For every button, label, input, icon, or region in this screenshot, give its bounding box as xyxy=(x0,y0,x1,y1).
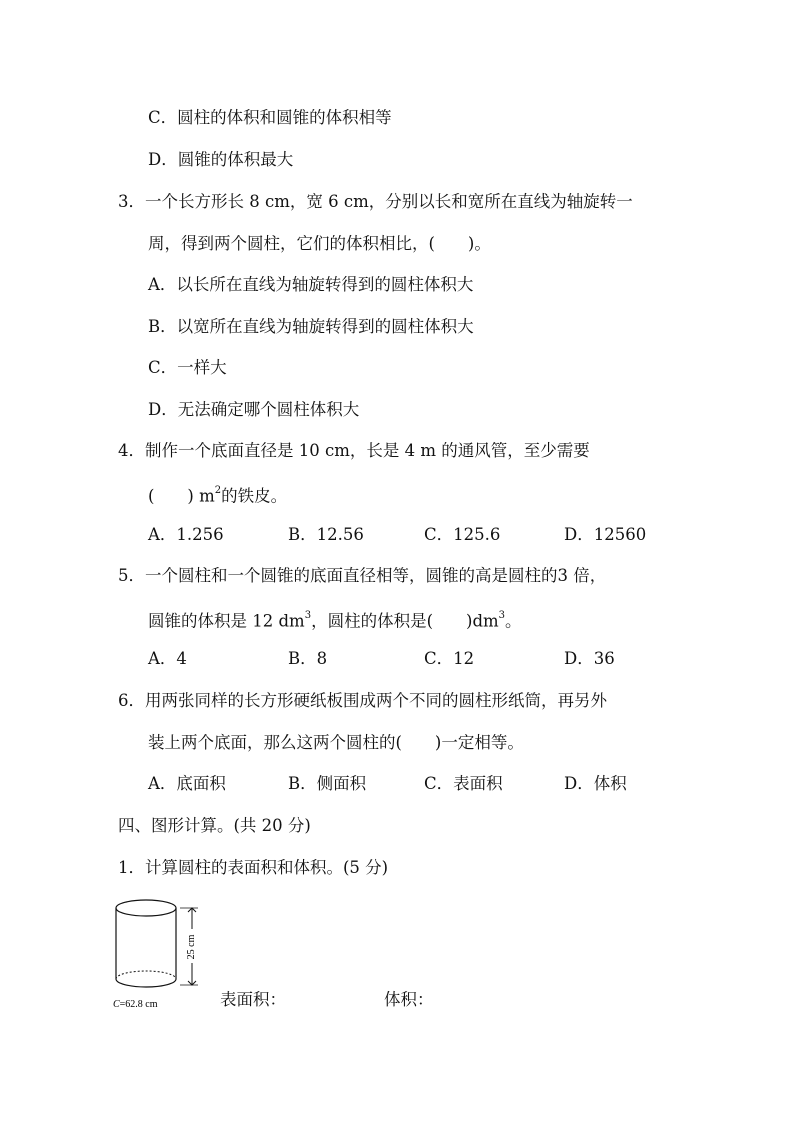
height-label: 25 cm xyxy=(186,934,197,960)
q4-option-b: B．12.56 xyxy=(288,525,364,544)
q5-line2-b: ，圆柱的体积是( )dm xyxy=(311,611,499,631)
answer-surface-area-label: 表面积： xyxy=(220,990,286,1009)
q2-option-d: D．圆锥的体积最大 xyxy=(148,150,294,169)
q5-option-b: B．8 xyxy=(288,649,328,668)
cylinder-bottom-back-dashed xyxy=(116,971,176,979)
q3-stem-line2: 周，得到两个圆柱，它们的体积相比，( )。 xyxy=(148,234,491,253)
q5-option-d: D．36 xyxy=(564,649,615,668)
q6-option-d: D．体积 xyxy=(564,774,627,793)
cylinder-bottom-front xyxy=(116,979,176,987)
q3-option-b: B．以宽所在直线为轴旋转得到的圆柱体积大 xyxy=(148,317,474,336)
q3-option-d: D．无法确定哪个圆柱体积大 xyxy=(148,400,360,419)
section-4-question-1: 1．计算圆柱的表面积和体积。(5 分) xyxy=(118,858,389,877)
circumference-label: C=62.8 cm xyxy=(113,999,158,1010)
cylinder-top-ellipse xyxy=(116,900,176,916)
cylinder-figure xyxy=(112,893,212,1018)
q4-line2-pre: ( ) m xyxy=(148,486,215,506)
q3-option-a: A．以长所在直线为轴旋转得到的圆柱体积大 xyxy=(148,275,474,294)
q4-option-a: A．1.256 xyxy=(148,525,224,544)
q5-line2-c: 。 xyxy=(505,611,522,631)
q4-stem-line2 xyxy=(148,482,287,508)
q3-option-c: C．一样大 xyxy=(148,358,227,377)
q2-option-c: C．圆柱的体积和圆锥的体积相等 xyxy=(148,108,392,127)
q4-line2-post: 的铁皮。 xyxy=(221,486,288,506)
q5-line2-a: 圆锥的体积是 12 dm xyxy=(148,611,305,631)
q6-stem-line2: 装上两个底面，那么这两个圆柱的( )一定相等。 xyxy=(148,733,524,752)
q5-stem-line1: 5．一个圆柱和一个圆锥的底面直径相等，圆锥的高是圆柱的3 倍， xyxy=(118,566,607,585)
q4-stem-line1: 4．制作一个底面直径是 10 cm，长是 4 m 的通风管，至少需要 xyxy=(118,441,590,460)
q4-superscript: 2 xyxy=(214,485,222,496)
q5-option-c: C．12 xyxy=(424,649,475,668)
section-4-heading: 四、图形计算。(共 20 分) xyxy=(118,816,311,835)
cylinder-diagram xyxy=(112,893,212,1018)
q6-stem-line1: 6．用两张同样的长方形硬纸板围成两个不同的圆柱形纸筒，再另外 xyxy=(118,691,607,710)
q5-stem-line2 xyxy=(148,607,522,633)
q5-superscript-1: 3 xyxy=(304,610,312,621)
q3-stem-line1: 3．一个长方形长 8 cm，宽 6 cm，分别以长和宽所在直线为轴旋转一 xyxy=(118,192,633,211)
q4-option-d: D．12560 xyxy=(564,525,647,544)
q6-option-a: A．底面积 xyxy=(148,774,226,793)
q5-superscript-2: 3 xyxy=(498,610,506,621)
q4-option-c: C．125.6 xyxy=(424,525,501,544)
q6-option-c: C．表面积 xyxy=(424,774,503,793)
q6-option-b: B．侧面积 xyxy=(288,774,367,793)
q5-option-a: A．4 xyxy=(148,649,187,668)
answer-volume-label: 体积： xyxy=(384,990,434,1009)
